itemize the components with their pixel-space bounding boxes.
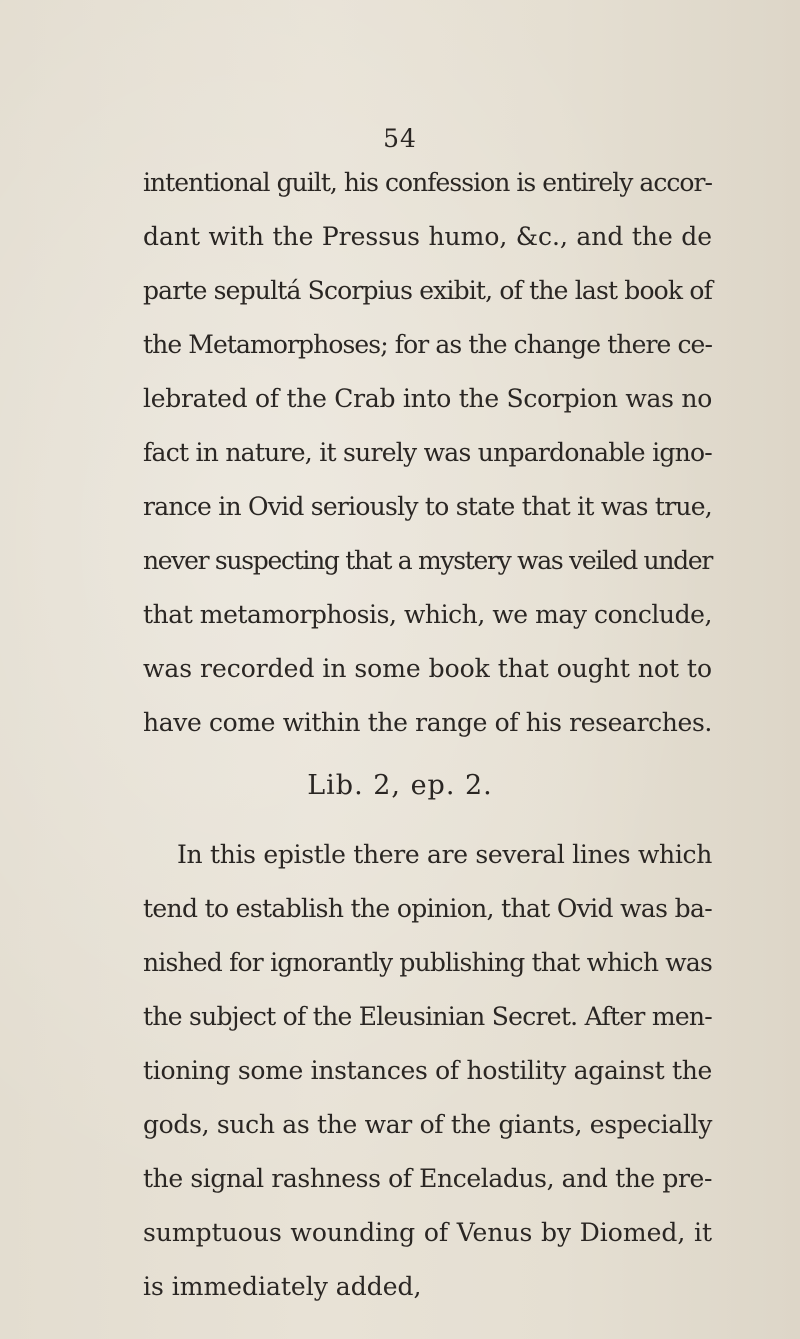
line-text: intentional guilt, his confession is entirely accor- — [143, 168, 712, 197]
text-line — [0, 1213, 800, 1253]
line-text: dant with the Pressus humo, &c., and the de — [143, 222, 712, 251]
line-text: never suspecting that a mystery was veiled under — [143, 546, 712, 575]
line-text: lebrated of the Crab into the Scorpion was no — [143, 384, 712, 413]
line-text: In this epistle there are several lines which — [177, 840, 712, 869]
line-text: tend to establish the opinion, that Ovid was ba- — [143, 894, 712, 923]
line-text: the subject of the Eleusinian Secret. After men- — [143, 1002, 712, 1031]
text-line — [0, 379, 800, 419]
line-text: parte sepultá Scorpius exibit, of the last book of — [143, 276, 712, 305]
text-line — [0, 997, 800, 1037]
line-text: the Metamorphoses; for as the change there ce- — [143, 330, 712, 359]
text-line — [0, 889, 800, 929]
line-text: is immediately added, — [143, 1272, 422, 1301]
text-line — [0, 1105, 800, 1145]
text-line — [0, 541, 800, 581]
line-text: the signal rashness of Enceladus, and the pre- — [143, 1164, 712, 1193]
text-line — [0, 1267, 800, 1307]
line-text: that metamorphosis, which, we may conclude, — [143, 600, 712, 629]
text-line — [0, 325, 800, 365]
text-line — [0, 595, 800, 635]
text-line — [0, 271, 800, 311]
line-text: tioning some instances of hostility against the — [143, 1056, 712, 1085]
line-text: was recorded in some book that ought not to — [143, 654, 712, 683]
text-line — [0, 835, 800, 875]
text-line — [0, 943, 800, 983]
text-line — [0, 433, 800, 473]
section-heading: Lib. 2, ep. 2. — [307, 770, 493, 801]
text-line — [0, 1051, 800, 1091]
text-line — [0, 703, 800, 743]
line-text: gods, such as the war of the giants, especially — [143, 1110, 712, 1139]
text-line — [0, 217, 800, 257]
line-text: sumptuous wounding of Venus by Diomed, it — [143, 1218, 712, 1247]
text-line — [0, 163, 800, 203]
line-text: rance in Ovid seriously to state that it was true, — [143, 492, 712, 521]
line-text: nished for ignorantly publishing that which was — [143, 948, 712, 977]
text-line — [0, 1159, 800, 1199]
page-number: 54 — [383, 124, 417, 153]
text-line — [0, 649, 800, 689]
text-line — [0, 487, 800, 527]
line-text: have come within the range of his researches. — [143, 708, 712, 737]
line-text: fact in nature, it surely was unpardonable igno- — [143, 438, 712, 467]
